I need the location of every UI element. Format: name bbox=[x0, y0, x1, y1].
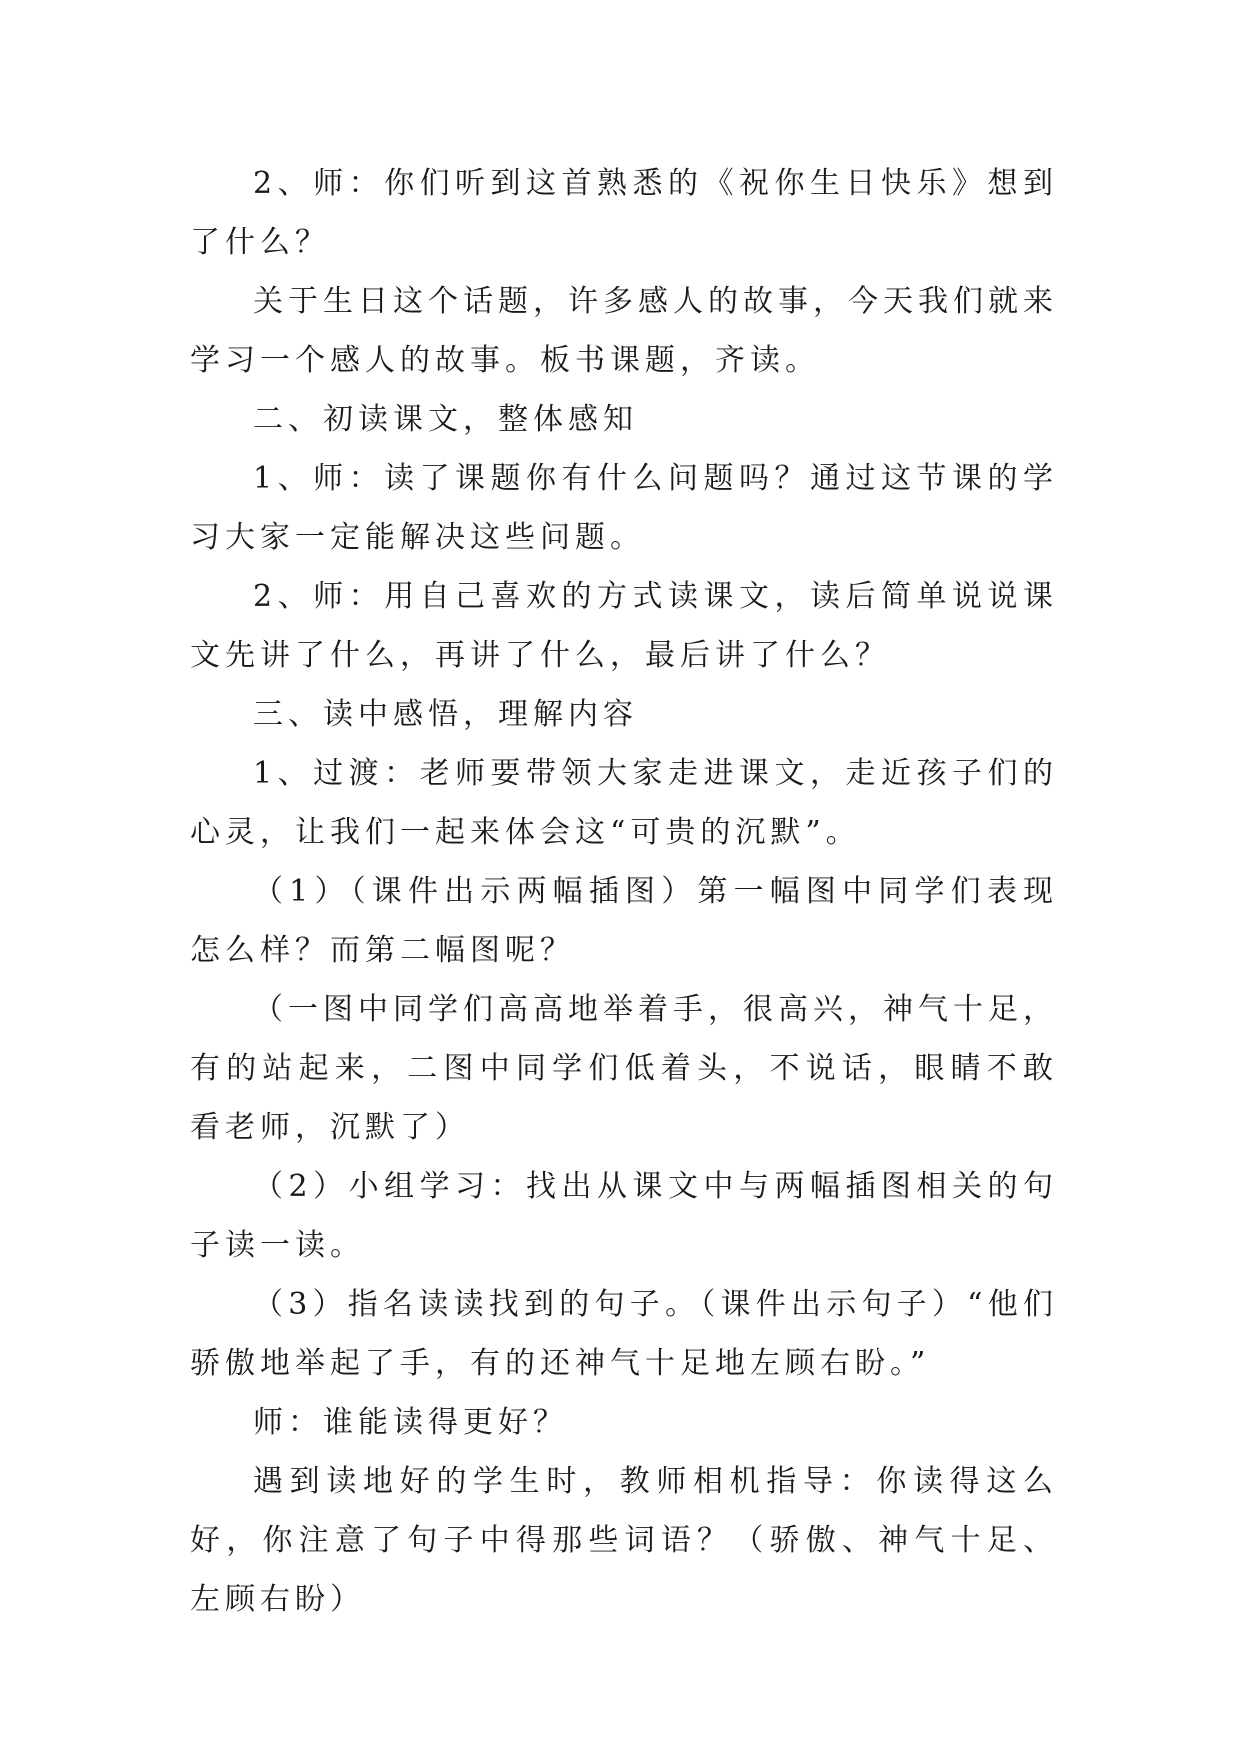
paragraph: （一图中同学们高高地举着手，很高兴，神气十足，有的站起来，二图中同学们低着头，不说话，眼睛不敢看老师，沉默了） bbox=[190, 992, 1058, 1145]
paragraph: 1、过渡：老师要带领大家走进课文，走近孩子们的心灵，让我们一起来体会这“可贵的沉默”。 bbox=[190, 756, 1058, 850]
paragraph: （2）小组学习：找出从课文中与两幅插图相关的句子读一读。 bbox=[190, 1169, 1058, 1263]
section-heading: 三、读中感悟，理解内容 bbox=[253, 697, 638, 732]
paragraph: （3）指名读读找到的句子。（课件出示句子）“他们骄傲地举起了手，有的还神气十足地左顾右盼。” bbox=[190, 1287, 1058, 1381]
paragraph: 1、师：读了课题你有什么问题吗？通过这节课的学习大家一定能解决这些问题。 bbox=[190, 461, 1058, 555]
paragraph: 遇到读地好的学生时，教师相机指导：你读得这么好，你注意了句子中得那些词语？（骄傲、神气十足、左顾右盼） bbox=[190, 1464, 1058, 1617]
paragraph: 2、师：用自己喜欢的方式读课文，读后简单说说课文先讲了什么，再讲了什么，最后讲了什么？ bbox=[190, 579, 1058, 673]
paragraph: 师：谁能读得更好？ bbox=[253, 1405, 568, 1440]
document-body bbox=[190, 154, 1058, 1629]
section-heading: 二、初读课文，整体感知 bbox=[253, 402, 638, 437]
paragraph: 2、师：你们听到这首熟悉的《祝你生日快乐》想到了什么？ bbox=[190, 166, 1058, 260]
paragraph: 关于生日这个话题，许多感人的故事，今天我们就来学习一个感人的故事。板书课题，齐读。 bbox=[190, 284, 1058, 378]
paragraph: （1）（课件出示两幅插图）第一幅图中同学们表现怎么样？而第二幅图呢？ bbox=[190, 874, 1058, 968]
